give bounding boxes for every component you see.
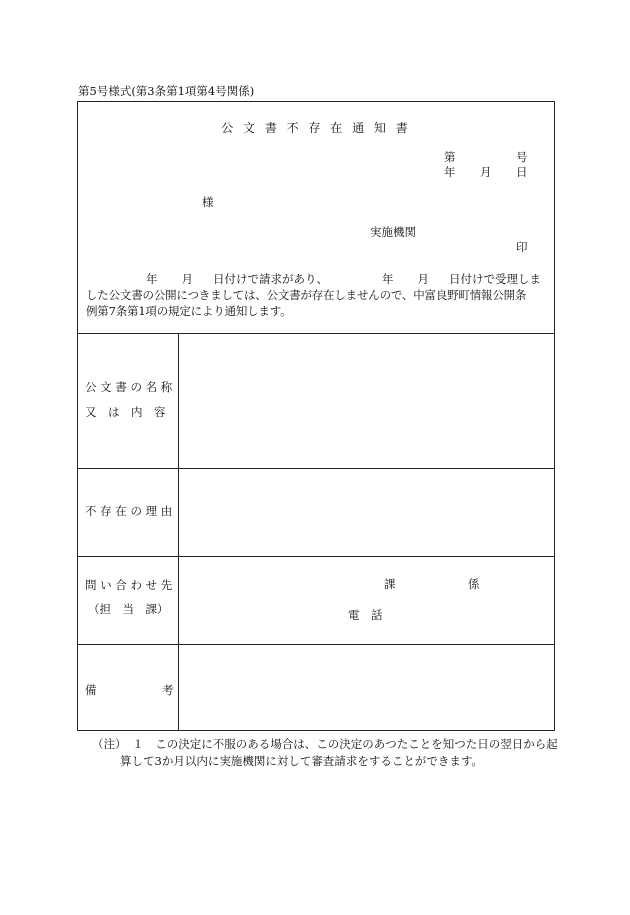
body-line-2: した公文書の公開につきましては、公文書が存在しませんので、中富良野町情報公開条 [86,288,527,302]
date-day: 日 [516,165,528,179]
contact-label-line1: 問 い 合 わ せ 先 [85,578,173,592]
contact-section: 課 [384,577,396,591]
form-number: 第5号様式(第3条第1項第4号関係) [78,84,255,98]
remarks-label-left: 備 [85,683,97,697]
column-divider [178,333,179,730]
date-year: 年 [444,165,456,179]
note-line-1: （注） １ この決定に不服のある場合は、この決定のあつたことを知つた日の翌日から起 [92,737,558,751]
notice-body [86,271,554,319]
body-line-3: 例第7条第1項の規定により通知します。 [86,304,292,318]
divider-contact [78,644,554,645]
divider-name [78,468,554,469]
name-label-line1: 公 文 書 の 名 称 [85,380,173,394]
divider-reason [78,556,554,557]
body-line-1: 年 月 日付けで請求があり、 年 月 日付けで受理しま [146,272,541,286]
divider-header [78,333,554,334]
note-line-2: 算して3か月以内に実施機関に対して審査請求をすることができます。 [120,754,483,768]
seal-mark: 印 [516,240,528,254]
reason-label: 不 存 在 の 理 由 [85,504,173,518]
addressee-suffix: 様 [202,195,214,209]
agency-label: 実施機関 [370,225,416,239]
document-title: 公 文 書 不 存 在 通 知 書 [221,121,411,135]
contact-label-line2: （担 当 課） [88,602,169,616]
date-month: 月 [480,165,492,179]
notice-form [77,101,555,731]
contact-phone: 電 話 [348,608,383,622]
number-prefix: 第 [444,150,456,164]
remarks-label-right: 考 [162,683,174,697]
number-suffix: 号 [516,150,528,164]
name-label-line2: 又 は 内 容 [85,405,166,419]
contact-unit: 係 [468,577,480,591]
